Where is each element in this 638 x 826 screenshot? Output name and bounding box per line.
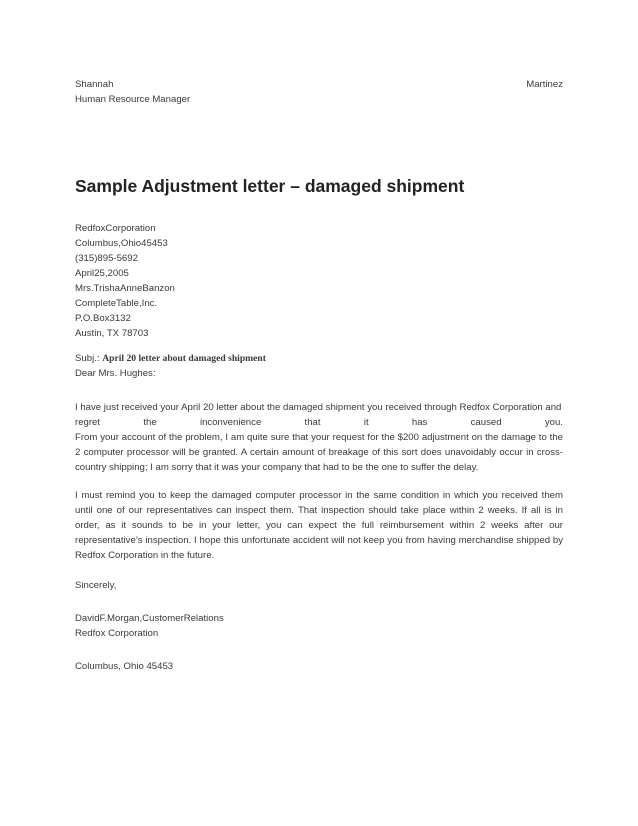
letterhead: [75, 77, 563, 107]
subject-text: April 20 letter about damaged shipment: [102, 353, 266, 364]
author-last-name: Martinez: [526, 79, 563, 90]
author-first-name: Shannah: [75, 79, 114, 90]
word: the: [143, 417, 157, 428]
signature-company: Redfox Corporation: [75, 628, 159, 639]
address-line: Columbus,Ohio45453: [75, 238, 168, 249]
signature-name: DavidF.Morgan,CustomerRelations: [75, 613, 224, 624]
word: you.: [544, 417, 563, 428]
address-line: CompleteTable,Inc.: [75, 298, 158, 309]
word: inconvenience: [199, 417, 262, 428]
word: that: [304, 417, 321, 428]
address-line: P.O.Box3132: [75, 313, 131, 324]
body-paragraph-2: I must remind you to keep the damaged computer processor in the same condition in which you received them until one of our representatives can inspect them. That inspection should take place within 2 weeks. If all is in order, as it sounds to be in your letter, you can expect the full reimbursement within 2 weeks after our representative’s inspection. I hope this unfortunate accident will not keep you from having merchandise shipped by Redfox Corporation in the future.: [75, 490, 563, 561]
footer-city: Columbus, Ohio 45453: [75, 661, 174, 672]
author-name-row: [75, 77, 563, 92]
word: it: [363, 417, 369, 428]
salutation: Dear Mrs. Hughes:: [75, 368, 156, 379]
document-title: Sample Adjustment letter – damaged shipment: [75, 176, 465, 196]
address-line: Austin, TX 78703: [75, 328, 149, 339]
signature-block: [75, 611, 563, 641]
paragraph-line-spread: [75, 415, 563, 430]
subject-block: [75, 351, 563, 381]
subject-label: Subj.:: [75, 353, 100, 364]
sender-address-block: [75, 221, 563, 341]
address-line: April25,2005: [75, 268, 129, 279]
address-line: RedfoxCorporation: [75, 223, 156, 234]
address-line: Mrs.TrishaAnneBanzon: [75, 283, 175, 294]
body-paragraph-1: [75, 400, 563, 475]
word: regret: [75, 417, 101, 428]
closing: Sincerely,: [75, 580, 117, 591]
author-job-title: Human Resource Manager: [75, 94, 191, 105]
word: caused: [470, 417, 502, 428]
word: has: [411, 417, 428, 428]
paragraph-rest: From your account of the problem, I am quite sure that your request for the $200 adjustment on the damage to the 2 computer processor will be granted. A certain amount of breakage of this sort does unavoidably occur in cross-country shipping; I am sorry that it was your company that had to be the one to suffer the delay.: [75, 432, 563, 473]
paragraph-line: I have just received your April 20 letter about the damaged shipment you received through Redfox Corporation and: [75, 402, 562, 413]
subject-line: [75, 351, 563, 366]
address-line: (315)895-5692: [75, 253, 138, 264]
